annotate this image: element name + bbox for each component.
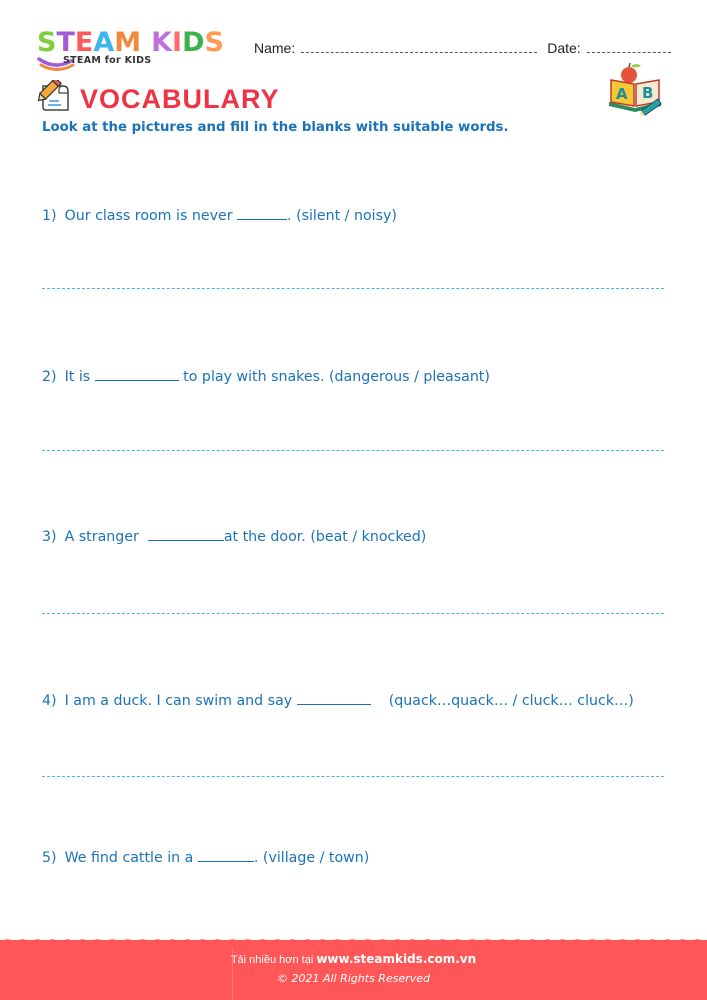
- fill-blank[interactable]: [148, 527, 224, 541]
- logo-letter: K: [151, 27, 173, 58]
- fill-blank[interactable]: [198, 848, 254, 862]
- logo-letter: T: [56, 27, 75, 58]
- question-4: [42, 691, 634, 709]
- logo-letter: D: [182, 27, 205, 58]
- question-number: 3): [42, 529, 57, 545]
- answer-line-1[interactable]: [42, 288, 664, 289]
- footer-website-link[interactable]: www.steamkids.com.vn: [316, 952, 477, 966]
- svg-text:A: A: [616, 85, 628, 103]
- question-number: 2): [42, 369, 57, 385]
- question-text-before: A stranger: [64, 529, 148, 545]
- question-1: [42, 206, 397, 224]
- question-number: 5): [42, 850, 57, 866]
- date-field[interactable]: [587, 43, 671, 53]
- fill-blank[interactable]: [95, 367, 179, 381]
- instructions: Look at the pictures and fill in the blanks with suitable words.: [42, 120, 509, 135]
- logo-wordmark: [37, 27, 224, 58]
- answer-line-3[interactable]: [42, 613, 664, 614]
- logo-letter: S: [204, 27, 224, 58]
- steam-kids-logo: [37, 27, 237, 70]
- footer-download-prefix: Tải nhiều hơn tại: [230, 954, 317, 966]
- question-2: [42, 367, 490, 385]
- footer-download-line: [0, 952, 707, 966]
- answer-line-2[interactable]: [42, 450, 664, 451]
- footer: [0, 940, 707, 1000]
- question-5: [42, 848, 369, 866]
- pencil-paper-icon: [35, 80, 73, 114]
- question-number: 4): [42, 693, 57, 709]
- name-label: Name:: [254, 40, 296, 56]
- logo-letter: M: [114, 27, 142, 58]
- question-text-after: at the door. (beat / knocked): [223, 529, 427, 545]
- worksheet-title: VOCABULARY: [80, 84, 280, 114]
- question-number: 1): [42, 208, 57, 224]
- question-text-before: I am a duck. I can swim and say: [64, 693, 297, 709]
- fill-blank[interactable]: [237, 206, 287, 220]
- name-field[interactable]: [301, 43, 537, 53]
- logo-letter: A: [93, 27, 115, 58]
- question-text-before: We find cattle in a: [64, 850, 198, 866]
- question-text-after: to play with snakes. (dangerous / pleasant): [178, 369, 490, 385]
- question-3: [42, 527, 426, 545]
- question-text-after: (quack…quack… / cluck… cluck…): [370, 693, 634, 709]
- question-text-after: . (village / town): [253, 850, 370, 866]
- logo-letter: E: [74, 27, 94, 58]
- question-text-before: Our class room is never: [64, 208, 238, 224]
- answer-line-4[interactable]: [42, 776, 664, 777]
- abc-book-icon: [605, 62, 667, 116]
- svg-text:B: B: [642, 84, 654, 102]
- footer-copyright: © 2021 All Rights Reserved: [276, 972, 430, 985]
- date-label: Date:: [547, 40, 581, 56]
- question-text-after: . (silent / noisy): [287, 208, 397, 224]
- logo-letter: S: [37, 27, 57, 58]
- logo-tagline: STEAM for KIDS: [63, 55, 152, 66]
- name-date-row: [254, 40, 671, 56]
- question-text-before: It is: [64, 369, 95, 385]
- fill-blank[interactable]: [297, 691, 371, 705]
- logo-letter: I: [172, 27, 183, 58]
